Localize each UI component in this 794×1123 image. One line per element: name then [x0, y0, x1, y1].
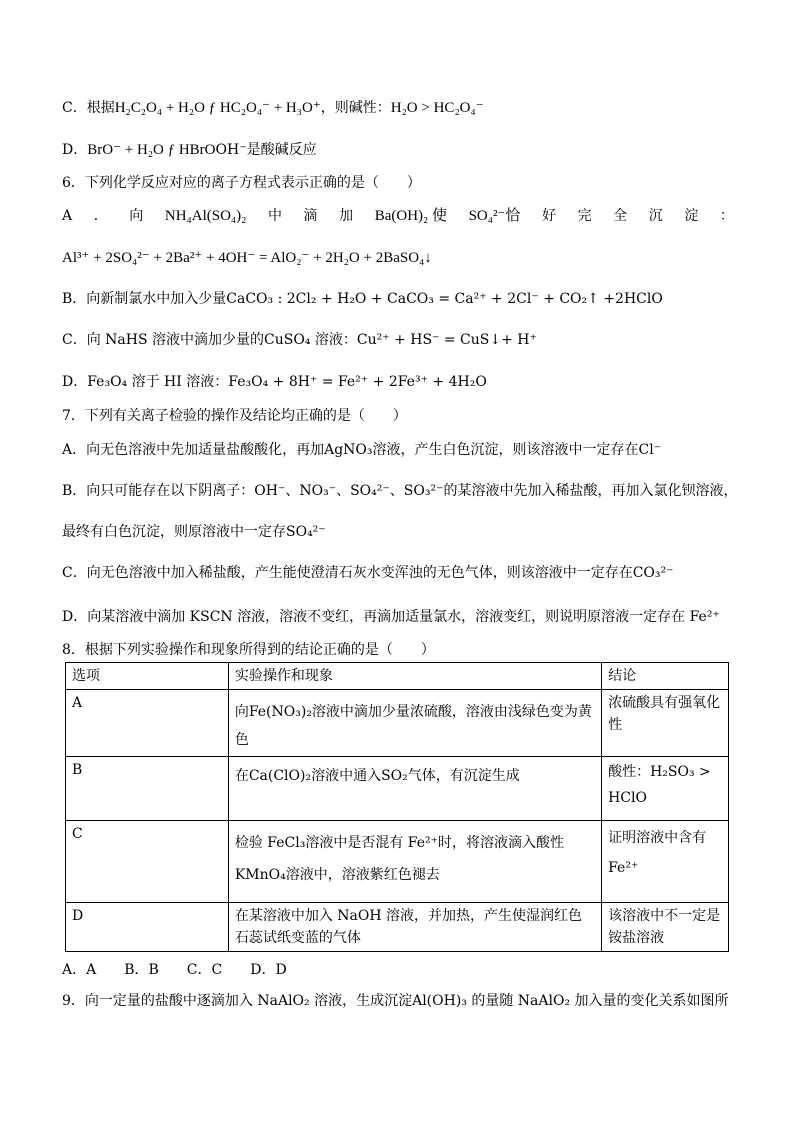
table-row — [66, 757, 729, 821]
q6-a-part: 向 — [129, 208, 144, 224]
q6-stem: 6．下列化学反应对应的离子方程式表示正确的是（ ） — [62, 175, 421, 191]
q6-a-part: 完 — [577, 208, 592, 224]
table-row — [66, 903, 729, 952]
q6-option-c: C．向 NaHS 溶液中滴加少量的CuSO₄ 溶液：Cu²⁺ + HS⁻ = CuS↓+ H⁺ — [62, 332, 537, 348]
q6-a-part: 沉 — [648, 208, 663, 224]
table-cell-operation: 向Fe(NO₃)₂溶液中滴加少量浓硫酸，溶液由浅绿色变为黄色 — [228, 690, 601, 757]
table-header: 选项 — [66, 663, 229, 690]
table-cell-conclusion: 浓硫酸具有强氧化性 — [602, 690, 729, 757]
table-cell-option: B — [66, 757, 229, 821]
q6-a-part: 中 — [267, 208, 282, 224]
table-cell-operation: 在某溶液中加入 NaOH 溶液，并加热，产生使湿润红色石蕊试纸变蓝的气体 — [228, 903, 601, 952]
table-cell-operation: 在Ca(ClO)₂溶液中通入SO₂气体，有沉淀生成 — [228, 757, 601, 821]
q6-a-part: A — [62, 208, 73, 224]
q6-a-part: 滴 — [303, 208, 318, 224]
table-row — [66, 821, 729, 903]
table-header: 结论 — [602, 663, 729, 690]
q8-table — [65, 662, 729, 952]
q6-option-b: B．向新制氯水中加入少量CaCO₃ : 2Cl₂ + H₂O + CaCO₃ = Ca²⁺ + 2Cl⁻ + CO₂↑ +2HClO — [62, 291, 663, 307]
table-cell-option: D — [66, 903, 229, 952]
table-cell-conclusion: 酸性：H₂SO₃ > HClO — [602, 757, 729, 821]
q7-option-b-line1: B．向只可能存在以下阴离子：OH⁻、NO₃⁻、SO₄²⁻、SO₃²⁻的某溶液中先加入稀盐酸，再加入氯化钡溶液， — [62, 483, 738, 499]
q8-stem: 8．根据下列实验操作和现象所得到的结论正确的是（ ） — [62, 642, 435, 658]
q5-option-c-text: ，则碱性： — [320, 100, 391, 116]
table-cell-conclusion: 该溶液中不一定是铵盐溶液 — [602, 903, 729, 952]
q7-option-c: C．向无色溶液中加入稀盐酸，产生能使澄清石灰水变浑浊的无色气体，则该溶液中一定存在CO₃²⁻ — [62, 565, 674, 581]
q5-option-d-equation: BrO⁻ + H₂O ƒ HBrO — [87, 142, 216, 158]
q8-choices: A．A B．B C．C D．D — [62, 962, 287, 978]
q6-a-part: ． — [93, 208, 108, 224]
q5-option-c-relation: H₂O > HC₂O₄⁻ — [390, 100, 484, 116]
q6-a-part: ： — [719, 208, 734, 224]
q5-option-d-text: OH⁻是酸碱反应 — [215, 142, 317, 158]
q6-option-d: D．Fe₃O₄ 溶于 HI 溶液：Fe₃O₄ + 8H⁺ = Fe²⁺ + 2Fe³⁺ + 4H₂O — [62, 374, 487, 390]
q6-a-part: 淀 — [684, 208, 699, 224]
q6-a-part: SO₄²⁻恰 — [468, 208, 521, 224]
table-cell-operation: 检验 FeCl₃溶液中是否混有 Fe²⁺时，将溶液滴入酸性KMnO₄溶液中，溶液紫红色褪去 — [228, 821, 601, 903]
q6-a-part: 全 — [613, 208, 628, 224]
table-header: 实验操作和现象 — [228, 663, 601, 690]
q6-option-a-equation: Al³⁺ + 2SO₄²⁻ + 2Ba²⁺ + 4OH⁻ = AlO₂⁻ + 2H₂O + 2BaSO₄↓ — [62, 250, 432, 266]
table-cell-option: C — [66, 821, 229, 903]
q5-option-c — [62, 98, 484, 118]
q5-option-c-prefix: C．根据 — [62, 100, 115, 116]
table-header-row — [66, 663, 729, 690]
q7-option-a: A．向无色溶液中先加适量盐酸酸化，再加AgNO₃溶液，产生白色沉淀，则该溶液中一定存在Cl⁻ — [62, 442, 662, 458]
q6-a-part: Ba(OH)₂ 使 — [374, 208, 448, 224]
q6-a-part: 好 — [542, 208, 556, 224]
q7-option-b-line2: 最终有白色沉淀，则原溶液中一定存SO₄²⁻ — [62, 524, 326, 540]
table-cell-conclusion: 证明溶液中含有Fe²⁺ — [602, 821, 729, 903]
q7-stem: 7．下列有关离子检验的操作及结论均正确的是（ ） — [62, 408, 407, 424]
q6-a-part: 加 — [339, 208, 354, 224]
q6-a-part: NH₄Al(SO₄)₂ — [164, 208, 247, 224]
q9-stem: 9．向一定量的盐酸中逐滴加入 NaAlO₂ 溶液，生成沉淀Al(OH)₃ 的量随 NaAlO₂ 加入量的变化关系如图所 — [62, 993, 729, 1009]
table-cell-option: A — [66, 690, 229, 757]
table-row — [66, 690, 729, 757]
q7-option-d: D．向某溶液中滴加 KSCN 溶液，溶液不变红，再滴加适量氯水，溶液变红，则说明原溶液一定存在 Fe²⁺ — [62, 609, 720, 625]
q5-option-d — [62, 140, 317, 160]
q5-option-c-equation: H₂C₂O₄ + H₂O ƒ HC₂O₄⁻ + H₃O⁺ — [114, 100, 321, 116]
q5-option-d-prefix: D． — [62, 142, 88, 158]
q6-option-a — [62, 206, 734, 226]
